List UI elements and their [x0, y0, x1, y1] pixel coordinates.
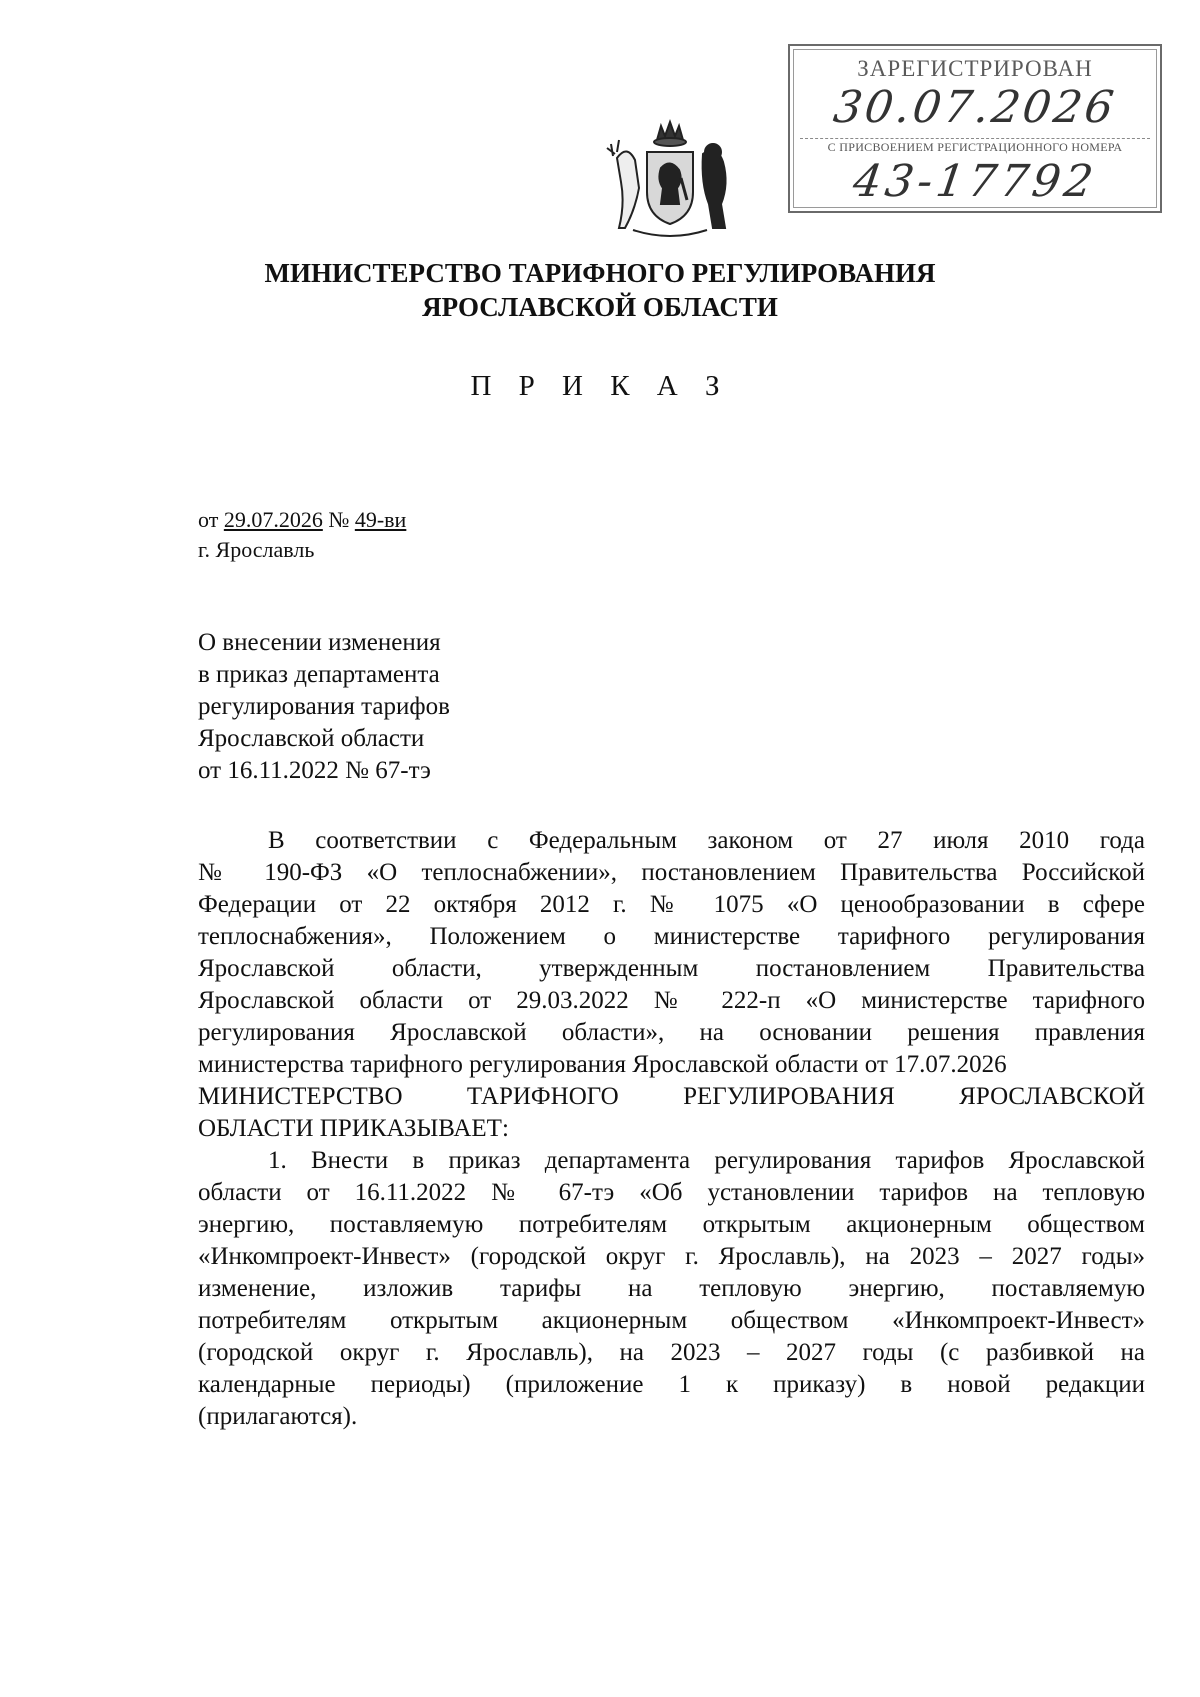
body-line: изменение, изложив тарифы на тепловую энергию, поставляемую [198, 1275, 1145, 1302]
order-number: 49-ви [354, 507, 407, 532]
order-date-line [198, 505, 406, 535]
body-line: (городской округ г. Ярославль), на 2023 – 2027 годы (с разбивкой на [198, 1339, 1145, 1366]
stamp-number: 43-17792 [849, 156, 1100, 207]
order-subject [198, 627, 450, 787]
stamp-date: 30.07.2026 [830, 82, 1120, 133]
body-line: Ярославской области от 29.03.2022 № 222-п «О министерстве тарифного [198, 987, 1145, 1014]
body-line: (прилагаются). [198, 1403, 358, 1430]
body-line: ОБЛАСТИ ПРИКАЗЫВАЕТ: [198, 1115, 509, 1142]
number-label: № [328, 507, 350, 532]
body-line: энергию, поставляемую потребителям открытым акционерным обществом [198, 1211, 1145, 1238]
body-line: регулирования Ярославской области», на основании решения правления [198, 1019, 1145, 1046]
document-type: П Р И К А З [470, 370, 730, 402]
body-line: календарные периоды) (приложение 1 к приказу) в новой редакции [198, 1371, 1145, 1398]
ministry-name-line1: МИНИСТЕРСТВО ТАРИФНОГО РЕГУЛИРОВАНИЯ [264, 258, 936, 288]
body-line: В соответствии с Федеральным законом от 27 июля 2010 года [268, 827, 1145, 854]
order-city: г. Ярославль [198, 537, 315, 562]
subject-line: от 16.11.2022 № 67-тэ [198, 757, 431, 784]
order-meta [198, 505, 406, 565]
stamp-title: ЗАРЕГИСТРИРОВАН [857, 56, 1093, 81]
body-line: № 190-ФЗ «О теплоснабжении», постановлением Правительства Российской [198, 859, 1145, 886]
subject-line: Ярославской области [198, 725, 425, 752]
body-line: Федерации от 22 октября 2012 г. № 1075 «О ценообразовании в сфере [198, 891, 1145, 918]
body-line: теплоснабжения», Положением о министерстве тарифного регулирования [198, 923, 1145, 950]
yaroslavl-coat-of-arms-icon [605, 118, 735, 243]
registration-stamp [788, 44, 1162, 213]
subject-line: регулирования тарифов [198, 693, 450, 720]
stamp-subtitle: С ПРИСВОЕНИЕМ РЕГИСТРАЦИОННОГО НОМЕРА [827, 140, 1123, 154]
ministry-name-line2: ЯРОСЛАВСКОЙ ОБЛАСТИ [422, 292, 778, 322]
order-body [198, 825, 1145, 1433]
order-date: 29.07.2026 [223, 507, 323, 532]
body-line: потребителям открытым акционерным обществом «Инкомпроект-Инвест» [198, 1307, 1145, 1334]
stamp-divider [800, 138, 1150, 139]
subject-line: в приказ департамента [198, 661, 440, 688]
body-line: области от 16.11.2022 № 67-тэ «Об установлении тарифов на тепловую [198, 1179, 1145, 1206]
from-label: от [198, 507, 219, 532]
body-line: «Инкомпроект-Инвест» (городской округ г. Ярославль), на 2023 – 2027 годы» [198, 1243, 1145, 1270]
body-line: 1. Внести в приказ департамента регулирования тарифов Ярославской [268, 1147, 1145, 1174]
body-line: министерства тарифного регулирования Ярославской области от 17.07.2026 [198, 1051, 1007, 1078]
subject-line: О внесении изменения [198, 629, 441, 656]
body-line: МИНИСТЕРСТВО ТАРИФНОГО РЕГУЛИРОВАНИЯ ЯРОСЛАВСКОЙ [198, 1083, 1145, 1110]
body-line: Ярославской области, утвержденным постановлением Правительства [198, 955, 1145, 982]
